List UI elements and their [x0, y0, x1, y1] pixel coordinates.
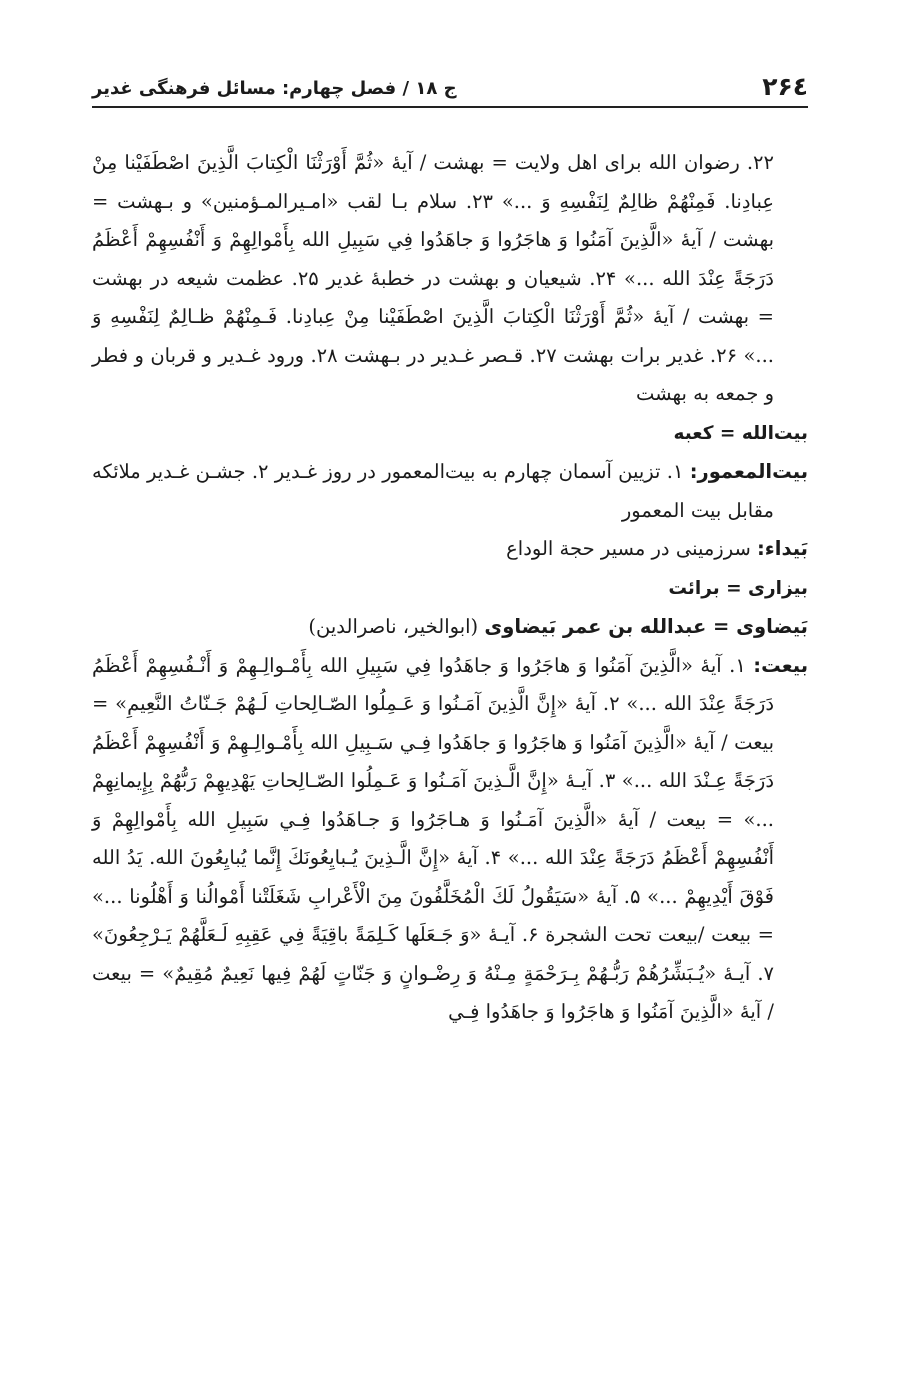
text-line: وَ جَنّاتٍ لَهُمْ فِيها نَعِيمٌ مُقِيمٌ» = بیعت / آیهٔ «الَّذِينَ آمَنُوا وَ هاجَرُوا وَ جاهَدُوا فِـي: [92, 961, 774, 1023]
text-line: ۱. آیهٔ «الَّذِينَ آمَنُوا وَ هاجَرُوا وَ جاهَدُوا فِي سَبِيلِ الله بِأَمْـوالِـهِمْ وَ أَنْـفُسِهِمْ: [145, 653, 754, 677]
text-line: ۱. تزیین آسمان چهارم به بیت‌المعمور در روز غـدیر ۲. جشـن غـدیر: [147, 460, 690, 483]
text-line: ۲۲. رضوان الله برای اهل ولایت = بهشت / آیهٔ «ثُمَّ أَوْرَثْنَا الْكِتابَ الَّذِينَ اصْطَفَيْنا: [124, 151, 774, 174]
text-line: و قربان و فطر و جمعه به بهشت: [92, 343, 774, 405]
text-line: شَغَلَتْنا أَمْوالُنا وَ أَهْلُونا ...» = بیعت /بیعت تحت الشجرة ۶. آیـهٔ «وَ جَـعَلَها کَـلِمَةً: [92, 884, 775, 946]
text-line: يَهْدِيهِمْ رَبُّهُمْ بِإِيمانِهِمْ ...» = بیعت / آیهٔ «الَّذِينَ آمَـنُوا وَ هـاجَرُوا وَ جـاهَدُوا فِـي: [92, 769, 774, 831]
entry-heading: بیت‌الله = کعبه: [673, 422, 808, 444]
text-line: أَعْظَمُ دَرَجَةً عِنْدَ الله ...» ۲. آیهٔ «إِنَّ الَّذِينَ آمَـنُوا وَ عَـمِلُوا الصّـالِحاتِ لَـهُمْ جَـنّاتُ: [92, 653, 775, 715]
text-line: (ابوالخیر، ناصرالدین): [308, 615, 485, 638]
text-line: = بهشت / آیهٔ «الَّذِينَ آمَنُوا وَ هاجَرُوا وَ جاهَدُوا فِي سَبِيلِ الله بِأَمْوالِهِمْ وَ أَنْفُسِهِمْ: [92, 189, 774, 251]
entry-bayda: [92, 530, 808, 569]
entry-baytullah: [92, 414, 808, 454]
entry-heading: بیزاری = برائت: [668, 577, 808, 599]
text-line: بهشت = بهشت / آیهٔ «ثُمَّ أَوْرَثْنَا الْكِتابَ الَّذِينَ اصْطَفَيْنا مِنْ عِبادِنا. فَـمِنْهُمْ ظـالِمٌ: [92, 266, 775, 328]
page-header: [92, 72, 808, 108]
text-line: ملائکه مقابل بیت المعمور: [92, 460, 774, 522]
text-line: مِنْ عِبادِنا. فَمِنْهُمْ ظالِمٌ لِنَفْسِهِ وَ ...» ۲۳. سلام بـا لقب «امـیرالمـؤمنین» و بـهشت: [92, 151, 774, 213]
running-title: ج ۱۸ / فصل چهارم: مسائل فرهنگی غدیر: [92, 78, 457, 99]
text-line: إِنَّما يُبايِعُونَ الله. يَدُ الله فَوْقَ أَيْدِيهِمْ ...» ۵. آیهٔ «سَيَقُولُ لَكَ الْمُخَلَّفُونَ مِنَ الْأَعْرابِ: [92, 846, 774, 908]
entry-bizari: [92, 569, 808, 609]
entry-baydawi: [92, 608, 808, 647]
entry-term: بَیداء:: [757, 537, 808, 560]
text-line: أَعْظَمُ دَرَجَةً عِنْدَ الله ...» ۲۴. شیعیان و بهشت در خطبهٔ غدیر ۲۵. عظمت شیعه در: [92, 228, 774, 290]
entry-term: بَیضاوی = عبدالله بن عمر بَیضاوی: [484, 615, 808, 638]
entry-term: بیعت:: [753, 653, 809, 677]
paragraph-heaven-items: [92, 144, 808, 414]
text-line: سرزمینی در مسیر حجة الوداع: [506, 537, 757, 560]
text-line: باقِيَةً فِي عَقِبِهِ لَـعَلَّهُمْ يَـرْجِعُونَ» ۷. آیـهٔ «يُـبَشِّرُهُمْ رَبُّـهُمْ بِـرَحْمَةٍ مِـنْهُ وَ رِضْـوانٍ: [92, 923, 774, 985]
page-number: ۲۶٤: [762, 72, 808, 101]
text-line: لِنَفْسِهِ وَ ...» ۲۶. غدیر برات بهشت ۲۷. قـصر غـدیر در بـهشت ۲۸. ورود غـدیر: [92, 305, 774, 367]
entry-bayat: [92, 647, 808, 1032]
text-line: وَ أَنْفُسِهِمْ أَعْظَمُ دَرَجَةً عِـنْدَ الله ...» ۳. آیـهٔ «إِنَّ الَّـذِينَ آمَـنُوا وَ عَـمِلُوا الصّـالِحاتِ: [92, 730, 775, 792]
body-text: [92, 144, 808, 1032]
entry-term: بیت‌المعمور:: [689, 460, 809, 483]
text-line: سَبِيلِ الله بِأَمْوالِهِمْ وَ أَنْفُسِهِمْ أَعْظَمُ دَرَجَةً عِنْدَ الله ...» ۴. آیهٔ «إِنَّ الَّـذِينَ يُـبايِعُونَكَ: [92, 807, 774, 869]
text-line: النَّعِيمِ» = بیعت / آیهٔ «الَّذِينَ آمَنُوا وَ هاجَرُوا وَ جاهَدُوا فِـي سَـبِيلِ الله بِأَمْـوالِـهِمْ: [92, 692, 774, 754]
entry-bayt-al-mamur: [92, 453, 808, 530]
